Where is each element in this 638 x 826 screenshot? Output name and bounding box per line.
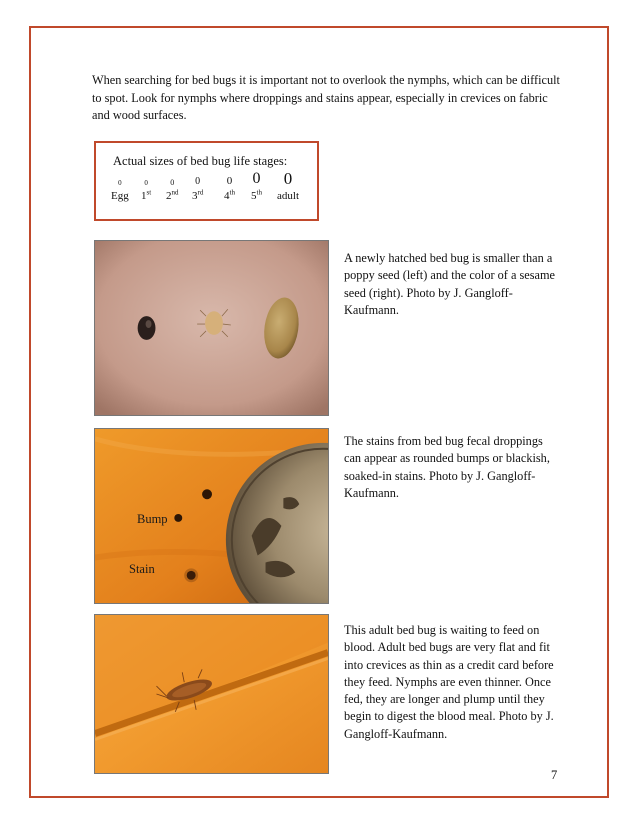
- stage-label: 2nd: [166, 188, 179, 202]
- caption-adult-bed-bug: This adult bed bug is waiting to feed on blood. Adult bed bugs are very flat and fit into crevices as thin as a credit card before they feed. Nymphs are even thinner. Once fed, they are longer and plump until they begin to digest the blood meal. Photo by J. Gangloff-Kaufmann.: [344, 623, 554, 741]
- size-mark-5th: 0: [252, 170, 261, 187]
- size-mark-egg: 0: [118, 179, 122, 187]
- photo-hatchling-seeds-image: [95, 241, 328, 415]
- bump-dropping: [174, 514, 182, 522]
- photo-hatchling-seeds: [94, 240, 329, 416]
- caption-fecal-stains: The stains from bed bug fecal droppings can appear as rounded bumps or blackish, soaked-in stains. Photo by J. Gangloff-Kaufmann.: [344, 434, 550, 500]
- hatchling-bed-bug: [205, 311, 223, 335]
- life-stages-title: Actual sizes of bed bug life stages:: [113, 154, 288, 168]
- stage-2nd: [166, 171, 179, 202]
- stage-4th: [224, 171, 235, 202]
- stage-adult: [277, 171, 299, 202]
- stage-3rd: [192, 171, 203, 202]
- stage-label: 4th: [224, 188, 235, 202]
- life-stages-box: [94, 141, 319, 221]
- size-mark-4th: 0: [226, 175, 233, 187]
- photo-adult-bed-bug-image: [95, 615, 328, 773]
- stage-5th: [251, 171, 262, 202]
- poppy-seed: [138, 316, 156, 340]
- intro-paragraph: When searching for bed bugs it is important not to overlook the nymphs, which can be difficult to spot. Look for nymphs where droppings and stains appear, especially in crevices on fabric and wood surfaces.: [92, 73, 560, 122]
- size-mark-3rd: 0: [195, 176, 201, 187]
- stage-label: 3rd: [192, 188, 204, 202]
- stage-1st: [141, 171, 151, 202]
- photo-fecal-stains: [94, 428, 329, 604]
- label-bump: Bump: [137, 512, 168, 526]
- stage-label: Egg: [111, 190, 129, 202]
- label-stain: Stain: [129, 562, 155, 576]
- photo-adult-bed-bug: [94, 614, 329, 774]
- size-mark-1st: 0: [144, 179, 148, 187]
- bump-dropping-upper: [202, 489, 212, 499]
- caption-hatchling: A newly hatched bed bug is smaller than a poppy seed (left) and the color of a sesame seed (right). Photo by J. Gangloff-Kaufmann.: [344, 251, 556, 317]
- stage-label: 5th: [251, 188, 262, 202]
- size-mark-adult: 0: [283, 169, 293, 188]
- stage-egg: [111, 171, 129, 202]
- size-mark-2nd: 0: [170, 178, 175, 187]
- stage-label: 1st: [141, 188, 152, 202]
- stage-label: adult: [277, 190, 299, 202]
- page-number: 7: [551, 768, 558, 782]
